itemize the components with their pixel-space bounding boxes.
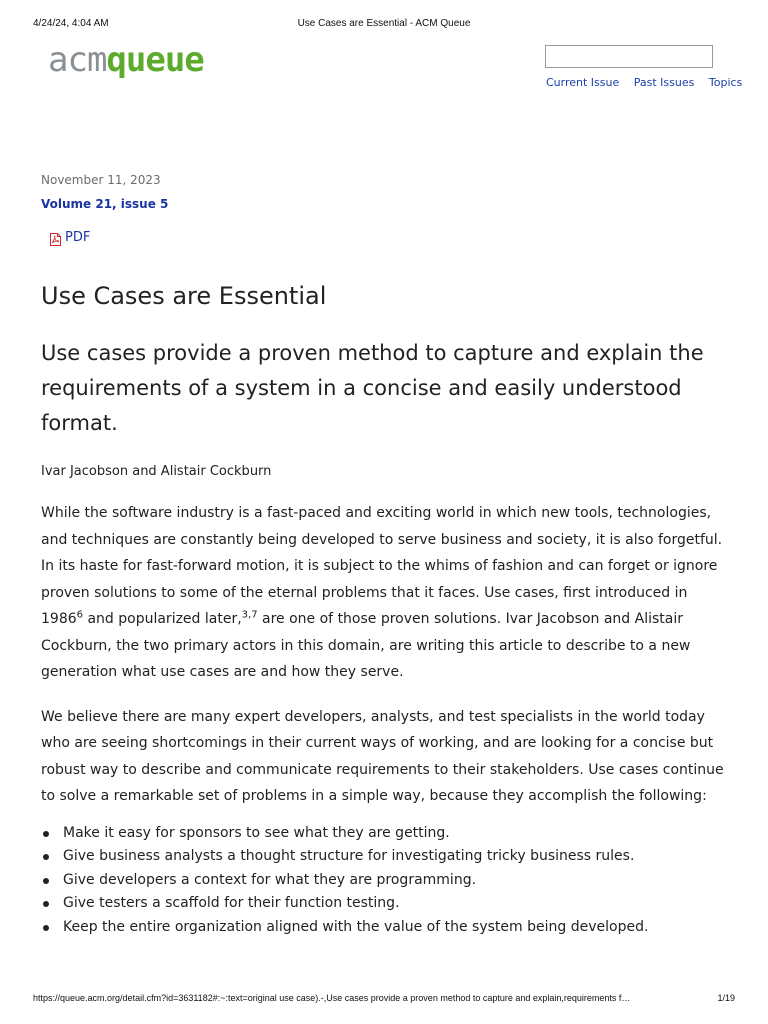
citation-6[interactable]: 6 <box>76 609 84 621</box>
nav-topics[interactable]: Topics <box>708 76 743 89</box>
print-page-title: Use Cases are Essential - ACM Queue <box>297 18 471 29</box>
paragraph-intro-part-b: and popularized later, <box>83 611 242 627</box>
paragraph-intro-part-c: are one of those proven solutions. Ivar Jacobson and Alistair Cockburn, the two primary actors in this domain, are writing this article to describe to a new generation what use cases are and how they serve. <box>41 611 691 680</box>
print-footer-url: https://queue.acm.org/detail.cfm?id=3631182#:~:text=original use case).-,Use cases provide a proven method to capture and explain,requirements f… <box>33 993 631 1003</box>
article-authors: Ivar Jacobson and Alistair Cockburn <box>41 464 272 479</box>
article-title: Use Cases are Essential <box>41 282 327 310</box>
logo-queue-text: queue <box>106 40 204 80</box>
bullet-dot-icon <box>43 831 49 837</box>
bullet-dot-icon <box>43 925 49 931</box>
list-item-text: Make it easy for sponsors to see what they are getting. <box>63 824 450 841</box>
print-footer <box>33 993 735 1007</box>
bullet-dot-icon <box>43 854 49 860</box>
logo-acm-text: acm <box>48 40 107 80</box>
top-navigation <box>546 76 742 89</box>
paragraph-intro <box>41 500 731 686</box>
list-item <box>41 822 731 846</box>
paragraph-intro-part-a: While the software industry is a fast-paced and exciting world in which new tools, technologies, and techniques are constantly being developed to serve business and society, it is also forgetful. In its haste for fast-forward motion, it is subject to the whims of fashion and can forget or ignore proven solutions to some of the eternal problems that it faces. Use cases, first introduced in 1986 <box>41 505 723 627</box>
benefits-list <box>41 822 731 940</box>
acm-queue-logo[interactable] <box>48 40 204 80</box>
nav-current-issue[interactable]: Current Issue <box>546 76 620 89</box>
pdf-file-icon <box>50 231 61 244</box>
paragraph-beliefs: We believe there are many expert developers, analysts, and test specialists in the world today who are seeing shortcomings in their current ways of working, and are looking for a concise but robust way to describe and communicate requirements to their stakeholders. Use cases continue to solve a remarkable set of problems in a simple way, because they accomplish the following: <box>41 708 724 804</box>
list-item <box>41 916 731 940</box>
print-page-number: 1/19 <box>717 993 735 1003</box>
article-content <box>41 170 731 939</box>
list-item <box>41 892 731 916</box>
pdf-download[interactable] <box>50 227 731 247</box>
print-datetime: 4/24/24, 4:04 AM <box>33 18 109 29</box>
article-subtitle: Use cases provide a proven method to capture and explain the requirements of a system in a concise and easily understood format. <box>41 341 704 435</box>
nav-past-issues[interactable]: Past Issues <box>633 76 695 89</box>
list-item <box>41 869 731 893</box>
pdf-link-label[interactable]: PDF <box>65 229 91 245</box>
citation-3-7[interactable]: 3,7 <box>241 609 258 621</box>
list-item <box>41 845 731 869</box>
bullet-dot-icon <box>43 901 49 907</box>
print-header <box>33 18 735 32</box>
search-input[interactable] <box>545 45 713 68</box>
publication-date: November 11, 2023 <box>41 173 161 187</box>
list-item-text: Give testers a scaffold for their function testing. <box>63 895 400 911</box>
issue-link[interactable]: Volume 21, issue 5 <box>41 197 169 211</box>
list-item-text: Keep the entire organization aligned with the value of the system being developed. <box>63 918 649 935</box>
bullet-dot-icon <box>43 878 49 884</box>
list-item-text: Give business analysts a thought structure for investigating tricky business rules. <box>63 848 635 864</box>
list-item-text: Give developers a context for what they are programming. <box>63 871 477 888</box>
issue-info <box>41 194 731 214</box>
